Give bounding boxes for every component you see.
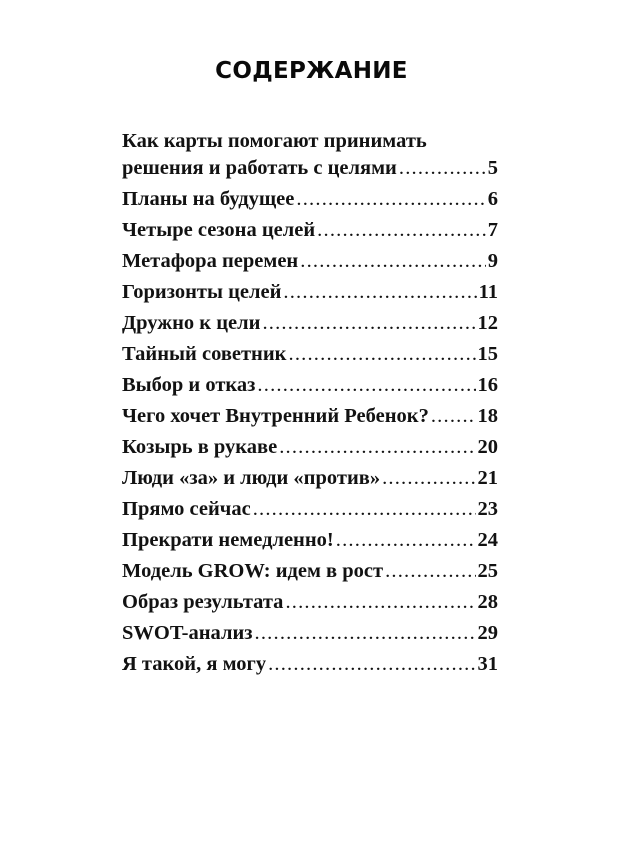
- toc-page-number: 16: [477, 374, 498, 396]
- toc-entry-text: Образ результата: [122, 591, 284, 613]
- toc-page-number: 11: [478, 281, 498, 303]
- dot-leader: [296, 184, 485, 215]
- toc-entry-text: Козырь в рукаве: [122, 436, 278, 458]
- dot-leader: [382, 463, 475, 494]
- toc-entry: [122, 277, 498, 308]
- toc-entry-text: решения и работать с целями: [122, 157, 397, 179]
- toc-entry-text: Четыре сезона целей: [122, 219, 316, 241]
- toc-entry: [122, 246, 498, 277]
- toc-entry-text: Люди «за» и люди «против»: [122, 467, 381, 489]
- toc-entry: [122, 432, 498, 463]
- toc-entry-text: Как карты помогают принимать: [122, 130, 427, 152]
- dot-leader: [399, 153, 486, 184]
- toc-page-number: 7: [487, 219, 498, 241]
- toc-page-number: 15: [477, 343, 498, 365]
- toc-entry: [122, 525, 498, 556]
- toc-entry-text: Горизонты целей: [122, 281, 282, 303]
- toc-entry: [122, 215, 498, 246]
- dot-leader: [268, 649, 475, 680]
- dot-leader: [285, 587, 475, 618]
- toc-entry-text: Тайный советник: [122, 343, 287, 365]
- dot-leader: [283, 277, 476, 308]
- toc-page-number: 21: [477, 467, 498, 489]
- toc-page-number: 12: [477, 312, 498, 334]
- toc-page-number: 5: [487, 157, 498, 179]
- toc-page-number: 18: [477, 405, 498, 427]
- toc-page-number: 25: [477, 560, 498, 582]
- toc-entry: [122, 587, 498, 618]
- dot-leader: [300, 246, 486, 277]
- dot-leader: [255, 618, 476, 649]
- dot-leader: [385, 556, 475, 587]
- toc-entry: [122, 153, 498, 184]
- toc-entry: [122, 494, 498, 525]
- page-title: СОДЕРЖАНИЕ: [215, 58, 408, 84]
- dot-leader: [336, 525, 476, 556]
- toc-entry-text: Чего хочет Внутренний Ребенок?: [122, 405, 429, 427]
- toc-entry: [122, 308, 498, 339]
- toc-page-number: 20: [477, 436, 498, 458]
- toc-page-number: 29: [477, 622, 498, 644]
- toc-entry-text: Планы на будущее: [122, 188, 295, 210]
- toc-entry: [122, 556, 498, 587]
- toc-entry: [122, 339, 498, 370]
- toc-page-number: 28: [477, 591, 498, 613]
- toc-entry: [122, 649, 498, 680]
- toc-entry-text: Я такой, я могу: [122, 653, 267, 675]
- dot-leader: [262, 308, 475, 339]
- toc-entry: [122, 618, 498, 649]
- toc-page-number: 23: [477, 498, 498, 520]
- dot-leader: [317, 215, 486, 246]
- toc-entry-text: SWOT-анализ: [122, 622, 253, 644]
- toc-entry-text: Метафора перемен: [122, 250, 299, 272]
- toc-entry-text: Прекрати немедленно!: [122, 529, 334, 551]
- toc-entry: [122, 463, 498, 494]
- toc-entry-line1: [122, 129, 498, 153]
- toc-entry-text: Прямо сейчас: [122, 498, 251, 520]
- toc-page-number: 9: [487, 250, 498, 272]
- toc-page-number: 6: [487, 188, 498, 210]
- dot-leader: [257, 370, 475, 401]
- table-of-contents: [122, 129, 498, 680]
- toc-entry: [122, 184, 498, 215]
- dot-leader: [253, 494, 476, 525]
- toc-page-number: 24: [477, 529, 498, 551]
- dot-leader: [279, 432, 475, 463]
- toc-entry-text: Модель GROW: идем в рост: [122, 560, 384, 582]
- toc-entry-text: Выбор и отказ: [122, 374, 256, 396]
- toc-entry-text: Дружно к цели: [122, 312, 261, 334]
- dot-leader: [431, 401, 476, 432]
- toc-page-number: 31: [477, 653, 498, 675]
- toc-entry: [122, 370, 498, 401]
- toc-entry: [122, 401, 498, 432]
- dot-leader: [289, 339, 476, 370]
